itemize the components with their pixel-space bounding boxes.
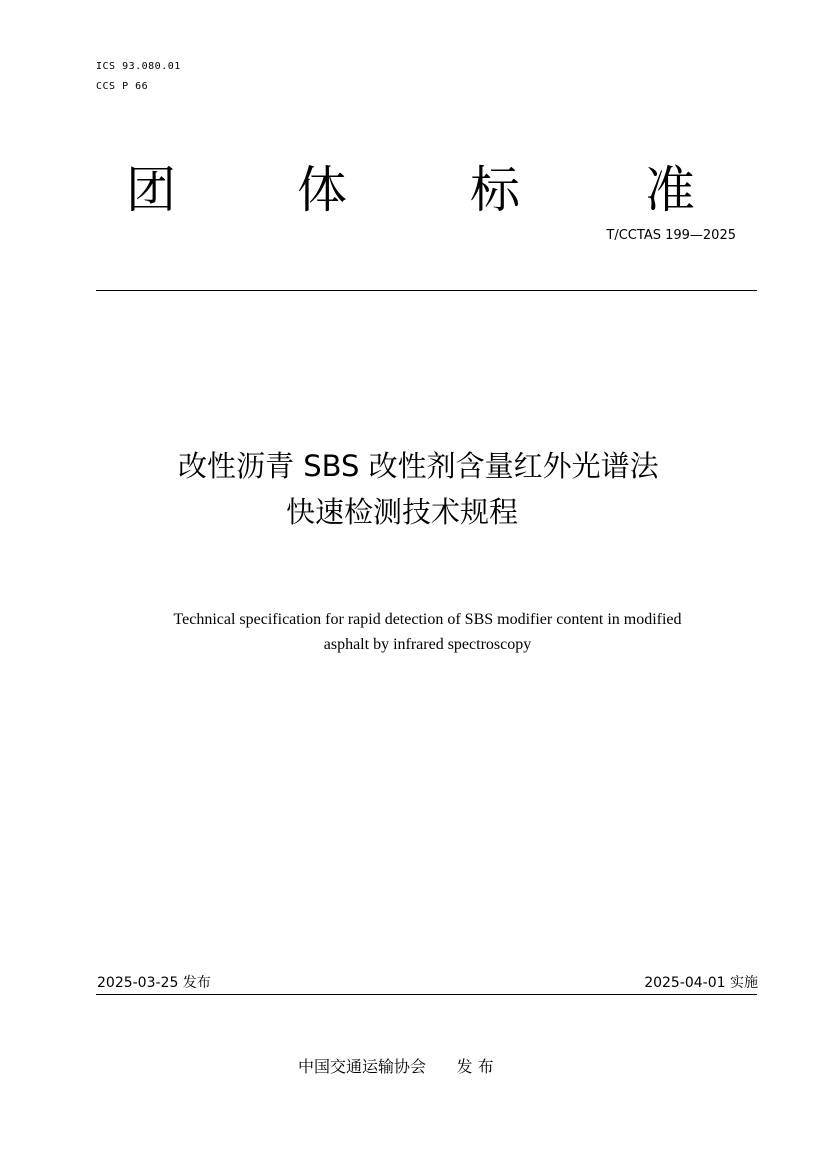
- standard-type-char-4: 准: [645, 161, 695, 219]
- title-en-line-1: Technical specification for rapid detection of SBS modifier content in modified: [173, 611, 682, 628]
- title-en-line-2: asphalt by infrared spectroscopy: [323, 636, 532, 653]
- ccs-code: CCS P 66: [96, 81, 149, 92]
- standard-type-char-3: 标: [470, 161, 520, 219]
- publish-date: 2025-03-25 发布: [97, 975, 211, 991]
- title-cn-line-2: 快速检测技术规程: [286, 495, 519, 529]
- standard-type-char-1: 团: [126, 161, 176, 219]
- bottom-divider: [96, 994, 757, 995]
- implementation-date: 2025-04-01 实施: [644, 975, 758, 991]
- ics-code: ICS 93.080.01: [96, 61, 181, 72]
- standard-number: T/CCTAS 199—2025: [606, 228, 736, 243]
- top-divider: [96, 290, 757, 291]
- issuer: 中国交通运输协会 发 布: [298, 1057, 494, 1076]
- title-cn-line-1: 改性沥青 SBS 改性剂含量红外光谱法: [178, 449, 659, 483]
- standard-type-char-2: 体: [297, 161, 347, 219]
